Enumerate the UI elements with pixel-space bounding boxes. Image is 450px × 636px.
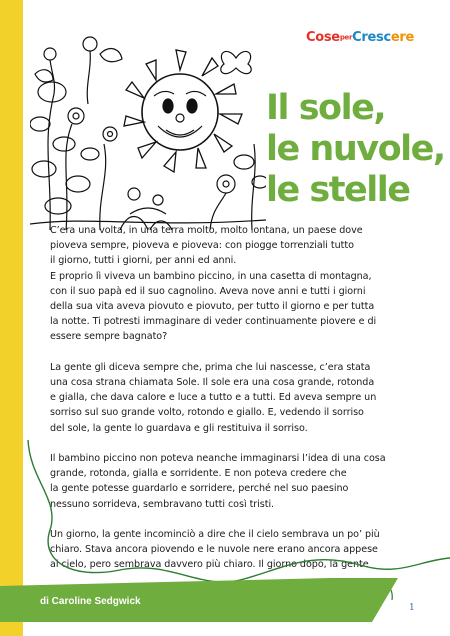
story-body — [50, 223, 430, 573]
story-title — [266, 88, 445, 211]
paragraph-1-line: il giorno, tutti i giorni, per anni ed anni. — [50, 255, 237, 267]
page-number: 1 — [409, 603, 415, 613]
paragraph-3-line: Il bambino piccino non poteva neanche immaginarsi l’idea di una cosa — [50, 453, 386, 465]
left-yellow-bar — [0, 0, 23, 636]
paragraph-1-line: E proprio lì viveva un bambino piccino, in una casetta di montagna, — [50, 270, 372, 282]
title-line-1: Il sole, — [266, 88, 386, 128]
paragraph-2-line: una cosa strana chiamata Sole. Il sole era una cosa grande, rotonda — [50, 377, 375, 389]
cose-per-crescere-logo: CoseperCrescere — [306, 30, 415, 45]
author-credit: di Caroline Sedgwick — [40, 596, 141, 607]
paragraph-2-line: e gialla, che dava calore e luce a tutto e a tutti. Ed aveva sempre un — [50, 392, 377, 404]
title-line-3: le stelle — [266, 170, 410, 210]
paragraph-1-line: la notte. Ti potresti immaginare di veder continuamente piovere e di — [50, 316, 377, 328]
paragraph-2-line: La gente gli diceva sempre che, prima che lui nascesse, c’era stata — [50, 361, 371, 373]
paragraph-1-line: C’era una volta, in una terra molto, molto lontana, un paese dove — [50, 225, 363, 236]
paragraph-2-line: del sole, la gente lo guardava e gli restituiva il sorriso. — [50, 422, 308, 434]
paragraph-3-line: la gente potesse guardarlo e sorridere, perché nel suo paesino — [50, 483, 349, 495]
paragraph-3-line: nessuno sorrideva, sembravano tutti così tristi. — [50, 498, 275, 510]
paragraph-4-line: chiaro. Stava ancora piovendo e le nuvole nere erano ancora appese — [50, 544, 378, 556]
title-line-2: le nuvole, — [266, 129, 445, 169]
paragraph-4-line: al cielo, pero sembrava davvero più chiaro. Il giorno dopo, la gente — [50, 559, 369, 571]
paragraph-1-line: della sua vita aveva piovuto e piovuto, per tutto il giorno e per tutta — [50, 301, 375, 313]
sun-garden-illustration — [30, 34, 266, 230]
paragraph-1-line: con il suo papà ed il suo cagnolino. Aveva nove anni e tutti i giorni — [50, 285, 366, 297]
paragraph-1-line: pioveva sempre, pioveva e pioveva: con piogge torrenziali tutto — [50, 240, 354, 252]
paragraph-3-line: grande, rotonda, gialla e sorridente. E non poteva credere che — [50, 468, 347, 480]
paragraph-2-line: sorriso sul suo grande volto, rotondo e giallo. E, vedendo il sorriso — [50, 407, 364, 419]
paragraph-1-line: essere sempre bagnato? — [50, 331, 168, 343]
paragraph-4-line: Un giorno, la gente incominciò a dire che il cielo sembrava un po’ più — [50, 529, 380, 541]
